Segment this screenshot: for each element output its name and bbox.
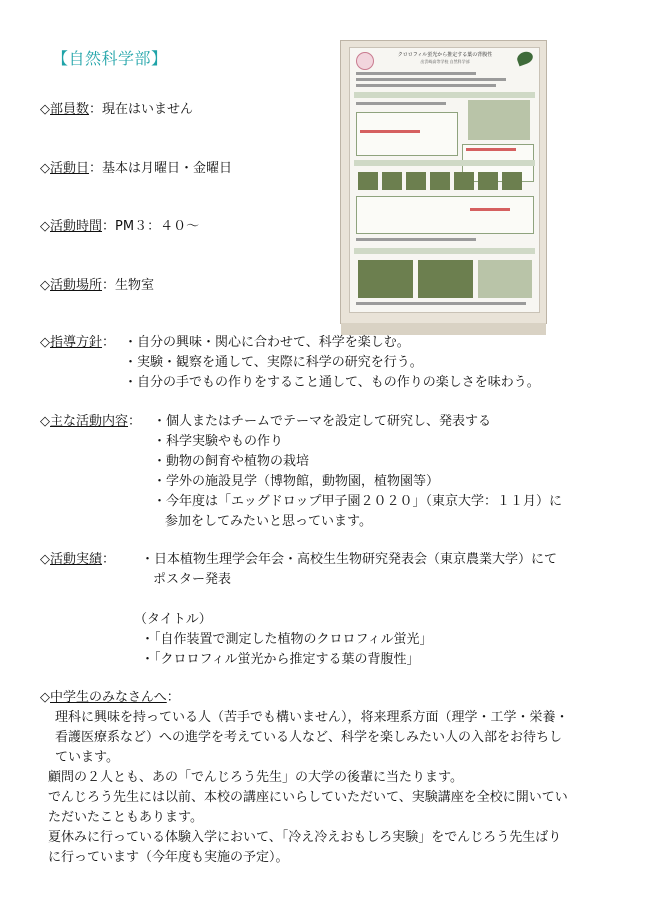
members-label: 部員数 — [50, 102, 90, 117]
message-line: 理科に興味を持っている人（苦手でも構いません），将来理系方面（理学・工学・栄養・ — [55, 710, 569, 725]
results-label: 活動実績 — [50, 552, 103, 567]
results-sep: ： — [102, 552, 116, 567]
message-sep: ： — [166, 690, 180, 705]
members-value: ：現在はいません — [89, 102, 194, 117]
time-row: ◇活動時間：PM３：４０～ — [40, 219, 200, 234]
poster-photo — [340, 40, 547, 324]
activities-label: 主な活動内容 — [50, 414, 129, 429]
results-titles-label: （タイトル） — [134, 612, 212, 627]
policy-sep: ： — [102, 335, 116, 350]
policy-item: ・自分の手でもの作りをすること通して、もの作りの楽しさを味わう。 — [124, 375, 540, 390]
activity-item: ・学外の施設見学（博物館，動物園，植物園等） — [153, 474, 440, 489]
activity-item: ・個人またはチームでテーマを設定して研究し、発表する — [153, 414, 492, 429]
policy-heading: ◇指導方針： — [40, 335, 116, 350]
place-row: ◇活動場所：生物室 — [40, 278, 155, 293]
message-label: 中学生のみなさんへ — [50, 690, 167, 705]
message-line: 夏休みに行っている体験入学において、「冷え冷えおもしろ実験」をでんじろう先生ばり — [48, 830, 562, 845]
results-line: ポスター発表 — [153, 572, 232, 587]
days-value: ：基本は月曜日・金曜日 — [89, 161, 233, 176]
activity-item: ・今年度は「エッグドロップ甲子園２０２０」（東京大学：１１月）に — [153, 494, 562, 509]
results-line: ・日本植物生理学会年会・高校生生物研究発表会（東京農業大学）にて — [141, 552, 558, 567]
results-title: ・「クロロフィル蛍光から推定する葉の背腹性」 — [141, 652, 420, 667]
days-row: ◇活動日：基本は月曜日・金曜日 — [40, 161, 233, 176]
message-line: ています。 — [55, 750, 119, 765]
time-value: ：PM３：４０～ — [102, 219, 200, 234]
message-line: 看護医療系など）への進学を考えている人など、科学を楽しみたい人の入部をお待ちし — [55, 730, 563, 745]
days-label: 活動日 — [50, 161, 90, 176]
poster-title: クロロフィル蛍光から推定する葉の背腹性 — [397, 52, 493, 58]
policy-item: ・実験・観察を通して、実際に科学の研究を行う。 — [124, 355, 423, 370]
poster-sheet — [349, 47, 540, 313]
members-row: ◇部員数：現在はいません — [40, 102, 194, 117]
message-heading: ◇中学生のみなさんへ： — [40, 690, 180, 705]
message-line: に行っています（今年度も実施の予定）。 — [48, 850, 289, 865]
policy-label: 指導方針 — [50, 335, 103, 350]
leaf-icon — [515, 50, 534, 67]
message-line: ただいたこともあります。 — [48, 810, 203, 825]
time-label: 活動時間 — [50, 219, 103, 234]
poster-subtitle: 出雲崎高等学校 自然科学部 — [420, 59, 470, 64]
message-line: 顧問の２人とも、あの「でんじろう先生」の大学の後輩に当たります。 — [48, 770, 463, 785]
activity-item: ・科学実験やもの作り — [153, 434, 284, 449]
policy-item: ・自分の興味・関心に合わせて、科学を楽しむ。 — [124, 335, 410, 350]
school-logo-icon — [356, 52, 374, 70]
results-title: ・「自作装置で測定した植物のクロロフィル蛍光」 — [141, 632, 433, 647]
activity-item: ・動物の飼育や植物の栽培 — [153, 454, 310, 469]
results-heading: ◇活動実績： — [40, 552, 116, 567]
message-line: でんじろう先生には以前、本校の講座にいらしていただいて、実験講座を全校に開いてい — [48, 790, 568, 805]
place-value: ：生物室 — [102, 278, 155, 293]
page-title: 【自然科学部】 — [52, 49, 168, 68]
activities-heading: ◇主な活動内容： — [40, 414, 142, 429]
activity-continuation: 参加をしてみたいと思っています。 — [165, 514, 372, 529]
activities-sep: ： — [128, 414, 142, 429]
place-label: 活動場所 — [50, 278, 103, 293]
